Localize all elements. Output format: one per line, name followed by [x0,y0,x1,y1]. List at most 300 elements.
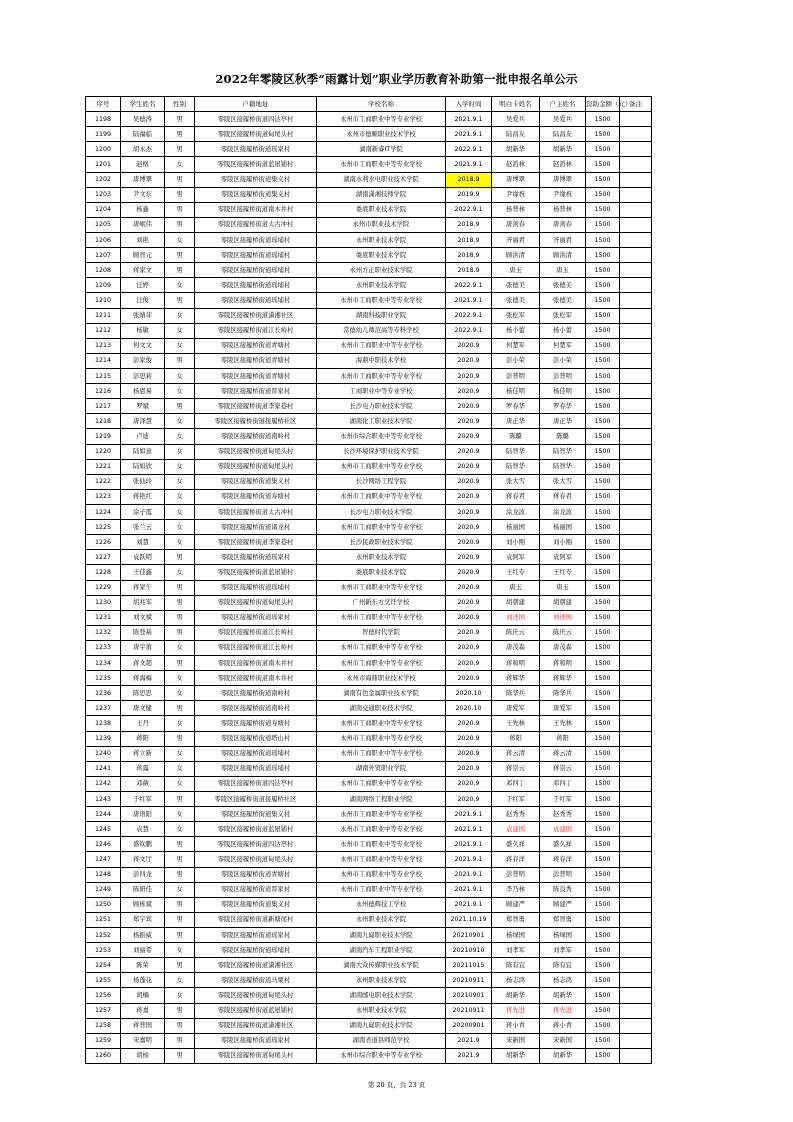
cell-card-name: 赵滔林 [492,157,540,172]
cell-school-name: 湖南交通职业技术学院 [317,701,446,716]
cell-school-name: 湖南科技职业学院 [317,308,446,323]
cell-remarks [620,640,652,655]
cell-enrollment-date: 2020.9 [446,489,492,504]
cell-remarks [620,489,652,504]
cell-amount: 1500 [586,988,620,1003]
cell-student-name: 张仙玲 [121,474,165,489]
cell-household-address: 零陵区接履桥街道瑶埔村 [195,263,317,278]
cell-gender: 女 [165,761,195,776]
cell-amount: 1500 [586,640,620,655]
cell-school-name: 湖南省道县师范学校 [317,1033,446,1048]
cell-household-head: 胡朝建 [540,595,586,610]
cell-household-address: 零陵区接履桥街道南木井村 [195,671,317,686]
cell-amount: 1500 [586,731,620,746]
cell-index: 1240 [86,746,121,761]
cell-card-name: 唐正华 [492,414,540,429]
cell-school-name: 永州市工商职业中等专业学校 [317,822,446,837]
cell-card-name: 何楚军 [492,338,540,353]
table-row [86,187,652,202]
cell-household-address: 零陵区接履桥街道甸尾头村 [195,444,317,459]
cell-card-name: 唐玉 [492,580,540,595]
cell-remarks [620,761,652,776]
cell-household-head: 唐茂森 [540,640,586,655]
cell-amount: 1500 [586,610,620,625]
cell-index: 1202 [86,172,121,187]
cell-remarks [620,716,652,731]
cell-amount: 1500 [586,595,620,610]
table-row [86,202,652,217]
cell-household-head: 蒋崇云 [540,761,586,776]
cell-index: 1203 [86,187,121,202]
cell-card-name: 蒋春君 [492,489,540,504]
table-row [86,232,652,247]
cell-student-name: 蒋家文 [121,263,165,278]
cell-household-address: 零陵区接履桥街道新塘尾村 [195,912,317,927]
cell-gender: 男 [165,142,195,157]
table-row [86,988,652,1003]
table-row [86,807,652,822]
cell-household-head: 刘小刚 [540,535,586,550]
cell-card-name: 顾建严 [492,897,540,912]
cell-enrollment-date: 2018.9 [446,172,492,187]
cell-card-name: 张德美 [492,278,540,293]
cell-school-name: 长沙民政职业技术学院 [317,535,446,550]
cell-student-name: 刘慧 [121,535,165,550]
cell-amount: 1500 [586,776,620,791]
cell-remarks [620,1018,652,1033]
page-footer: 第 20 页，共 23 页 [367,1081,426,1089]
cell-student-name: 蒋文厅 [121,852,165,867]
cell-gender: 男 [165,187,195,202]
cell-index: 1228 [86,565,121,580]
cell-remarks [620,1048,652,1063]
cell-student-name: 蒋露 [121,761,165,776]
cell-school-name: 娄底职业技术学院 [317,202,446,217]
cell-index: 1211 [86,308,121,323]
cell-gender: 男 [165,353,195,368]
cell-card-name: 张德美 [492,293,540,308]
table-row [86,1003,652,1018]
cell-enrollment-date: 2020.9 [446,671,492,686]
table-row [86,142,652,157]
cell-amount: 1500 [586,187,620,202]
cell-gender: 男 [165,263,195,278]
cell-index: 1259 [86,1033,121,1048]
cell-index: 1234 [86,656,121,671]
cell-household-head: 彭小荣 [540,353,586,368]
table-row [86,928,652,943]
cell-remarks [620,595,652,610]
cell-student-name: 赵格 [121,157,165,172]
cell-household-address: 零陵区接履桥街道南木井村 [195,656,317,671]
cell-household-address: 零陵区接履桥街道潇湘社区 [195,1018,317,1033]
col-header-student-name: 学生姓名 [121,97,165,112]
cell-student-name: 张婧菲 [121,308,165,323]
cell-amount: 1500 [586,248,620,263]
cell-gender: 女 [165,232,195,247]
table-row [86,943,652,958]
table-row [86,716,652,731]
table-row [86,852,652,867]
cell-student-name: 蒋普国 [121,1018,165,1033]
table-row [86,263,652,278]
cell-remarks [620,112,652,127]
col-header-school-name: 学校名称 [317,97,446,112]
cell-remarks [620,701,652,716]
cell-student-name: 陈妍佳 [121,882,165,897]
cell-student-name: 张兰云 [121,520,165,535]
cell-gender: 男 [165,731,195,746]
cell-amount: 1500 [586,686,620,701]
cell-household-head: 王红专 [540,565,586,580]
cell-index: 1219 [86,429,121,444]
cell-student-name: 杨敏 [121,323,165,338]
cell-household-address: 零陵区接履桥街道江长岭村 [195,323,317,338]
cell-amount: 1500 [586,353,620,368]
cell-household-head: 张德美 [540,278,586,293]
cell-household-address: 零陵区接履桥街道太古冲村 [195,504,317,519]
cell-household-address: 零陵区接履桥街道瑶埔村 [195,761,317,776]
table-row [86,822,652,837]
cell-household-head: 张德美 [540,293,586,308]
cell-school-name: 湖南九嶷职业技术学院 [317,1018,446,1033]
col-header-remarks: 备注 [620,97,652,112]
cell-amount: 1500 [586,278,620,293]
cell-index: 1242 [86,776,121,791]
cell-school-name: 永州职业技术学院 [317,232,446,247]
cell-amount: 1500 [586,580,620,595]
cell-household-head: 蒋小青 [540,1018,586,1033]
cell-enrollment-date: 2018.9 [446,248,492,263]
table-body [86,112,652,1064]
cell-household-head: 陈良秀 [540,882,586,897]
cell-card-name: 罗春华 [492,399,540,414]
table-row [86,429,652,444]
cell-household-head: 杨丽国 [540,520,586,535]
cell-amount: 1500 [586,444,620,459]
cell-student-name: 唐文健 [121,701,165,716]
cell-school-name: 永州市工商职业中等专业学校 [317,776,446,791]
cell-school-name: 永州市德顺职业技术学校 [317,127,446,142]
cell-remarks [620,625,652,640]
cell-index: 1247 [86,852,121,867]
table-header-row [86,97,652,112]
cell-gender: 女 [165,716,195,731]
cell-card-name: 蒋小青 [492,1018,540,1033]
cell-student-name: 尹文东 [121,187,165,202]
cell-card-name: 蒋阳 [492,731,540,746]
cell-index: 1256 [86,988,121,1003]
cell-enrollment-date: 2020.10 [446,686,492,701]
cell-amount: 1500 [586,232,620,247]
cell-enrollment-date: 2021.9.1 [446,293,492,308]
cell-remarks [620,610,652,625]
table-row [86,550,652,565]
cell-student-name: 袁慧 [121,822,165,837]
cell-remarks [620,127,652,142]
cell-gender: 女 [165,671,195,686]
cell-index: 1252 [86,928,121,943]
cell-household-address: 零陵区接履桥街道南岭村 [195,429,317,444]
cell-index: 1245 [86,822,121,837]
cell-gender: 女 [165,368,195,383]
cell-index: 1231 [86,610,121,625]
cell-amount: 1500 [586,368,620,383]
cell-student-name: 杨蓬花 [121,973,165,988]
cell-household-address: 零陵区接履桥街道南岭村 [195,701,317,716]
cell-household-head: 蒋先进 [540,1003,586,1018]
table-row [86,671,652,686]
cell-household-address: 零陵区接履桥街道瑶家村 [195,928,317,943]
cell-card-name: 唐博翠 [492,172,540,187]
cell-household-head: 陈庆云 [540,625,586,640]
cell-index: 1224 [86,504,121,519]
cell-card-name: 张松军 [492,308,540,323]
cell-gender: 男 [165,792,195,807]
cell-index: 1215 [86,368,121,383]
cell-enrollment-date: 2020.9 [446,444,492,459]
cell-index: 1260 [86,1048,121,1063]
cell-school-name: 湖南化工职业技术学院 [317,414,446,429]
cell-household-address: 零陵区接履桥街道江长岭村 [195,640,317,655]
cell-household-address: 零陵区接履桥街道瑶家村 [195,142,317,157]
cell-card-name: 顾洪清 [492,248,540,263]
table-row [86,112,652,127]
cell-gender: 男 [165,852,195,867]
cell-remarks [620,776,652,791]
cell-school-name: 永州市工商职业中等专业学校 [317,293,446,308]
cell-enrollment-date: 2021.9.1 [446,897,492,912]
cell-amount: 1500 [586,852,620,867]
cell-household-head: 顾建严 [540,897,586,912]
cell-household-address: 零陵区接履桥街道诸龙村 [195,520,317,535]
cell-remarks [620,202,652,217]
cell-amount: 1500 [586,293,620,308]
cell-enrollment-date: 2020.9 [446,520,492,535]
cell-school-name: 湖南大众传媒职业技术学院 [317,958,446,973]
cell-enrollment-date: 2020.9 [446,384,492,399]
cell-enrollment-date: 2022.9.1 [446,278,492,293]
cell-household-head: 杨小蕾 [540,323,586,338]
cell-student-name: 胡兆军 [121,595,165,610]
cell-enrollment-date: 2020.9 [446,761,492,776]
cell-household-address: 零陵区接履桥街道蓝屋铺村 [195,157,317,172]
cell-student-name: 蒋海梅 [121,671,165,686]
cell-school-name: 永州市综合职业中等专业学校 [317,1048,446,1063]
table-row [86,248,652,263]
cell-gender: 女 [165,973,195,988]
cell-enrollment-date: 2021.9.1 [446,127,492,142]
cell-enrollment-date: 2021.9.1 [446,807,492,822]
cell-index: 1243 [86,792,121,807]
cell-card-name: 刘述国 [492,610,540,625]
table-row [86,792,652,807]
cell-amount: 1500 [586,867,620,882]
cell-amount: 1500 [586,1033,620,1048]
cell-school-name: 湖南邮电职业技术学院 [317,988,446,1003]
cell-student-name: 宋嘉明 [121,1033,165,1048]
cell-enrollment-date: 2020.9 [446,399,492,414]
cell-gender: 男 [165,656,195,671]
cell-enrollment-date: 2020.9 [446,746,492,761]
cell-card-name: 邓四丁 [492,776,540,791]
cell-remarks [620,444,652,459]
cell-card-name: 胡朝建 [492,595,540,610]
cell-gender: 男 [165,1048,195,1063]
cell-household-head: 杨佳明 [540,384,586,399]
cell-index: 1206 [86,232,121,247]
cell-student-name: 于红军 [121,792,165,807]
cell-household-head: 顾洪清 [540,248,586,263]
cell-enrollment-date: 2021.9.1 [446,822,492,837]
cell-index: 1207 [86,248,121,263]
cell-card-name: 宋新国 [492,1033,540,1048]
cell-enrollment-date: 2021.9.1 [446,867,492,882]
cell-index: 1229 [86,580,121,595]
cell-card-name: 蒋和明 [492,656,540,671]
cell-gender: 女 [165,323,195,338]
cell-household-address: 零陵区接履桥街道李家巷村 [195,535,317,550]
cell-remarks [620,686,652,701]
cell-household-head: 邓四丁 [540,776,586,791]
cell-amount: 1500 [586,807,620,822]
cell-amount: 1500 [586,142,620,157]
cell-card-name: 彭小荣 [492,353,540,368]
table-row [86,912,652,927]
cell-school-name: 工商职业中等专业学校 [317,384,446,399]
cell-remarks [620,232,652,247]
cell-remarks [620,459,652,474]
cell-gender: 女 [165,474,195,489]
cell-remarks [620,882,652,897]
cell-remarks [620,867,652,882]
cell-index: 1210 [86,293,121,308]
cell-index: 1246 [86,837,121,852]
cell-card-name: 李乃林 [492,882,540,897]
cell-remarks [620,550,652,565]
col-header-gender: 性别 [165,97,195,112]
cell-enrollment-date: 2020.9 [446,595,492,610]
cell-student-name: 陆福临 [121,127,165,142]
cell-household-address: 零陵区接履桥街道晋家村 [195,384,317,399]
cell-index: 1205 [86,217,121,232]
cell-card-name: 陈有宜 [492,958,540,973]
cell-card-name: 赵秀秀 [492,807,540,822]
cell-household-head: 陆智华 [540,444,586,459]
cell-index: 1257 [86,1003,121,1018]
cell-gender: 女 [165,308,195,323]
cell-student-name: 蒋嘉 [121,1003,165,1018]
cell-household-address: 零陵区接履桥街道甸尾头村 [195,1048,317,1063]
cell-school-name: 永州市工商职业中等专业学校 [317,837,446,852]
cell-household-head: 吴爱兵 [540,112,586,127]
cell-card-name: 陆智华 [492,459,540,474]
cell-household-head: 唐正华 [540,414,586,429]
cell-student-name: 顾智元 [121,248,165,263]
cell-index: 1225 [86,520,121,535]
cell-remarks [620,142,652,157]
cell-card-name: 袁阿军 [492,550,540,565]
cell-school-name: 海鼎中职技术学校 [317,353,446,368]
cell-gender: 男 [165,1003,195,1018]
cell-school-name: 湖南网络工程职业学院 [317,792,446,807]
cell-enrollment-date: 20211015 [446,958,492,973]
cell-card-name: 尹缘祝 [492,187,540,202]
cell-remarks [620,897,652,912]
cell-household-head: 郑智勇 [540,912,586,927]
cell-amount: 1500 [586,535,620,550]
cell-card-name: 王先林 [492,716,540,731]
cell-school-name: 湖南九嶷职业技术学院 [317,928,446,943]
cell-remarks [620,157,652,172]
cell-index: 1220 [86,444,121,459]
cell-household-head: 蒋阳 [540,731,586,746]
cell-gender: 女 [165,776,195,791]
cell-gender: 女 [165,414,195,429]
cell-card-name: 杨丽国 [492,520,540,535]
cell-index: 1221 [86,459,121,474]
cell-household-address: 零陵区接履桥街道四达亭村 [195,112,317,127]
cell-amount: 1500 [586,928,620,943]
cell-index: 1249 [86,882,121,897]
cell-student-name: 汪婷 [121,278,165,293]
cell-gender: 女 [165,338,195,353]
cell-household-address: 零陵区接履桥街道寿塘村 [195,489,317,504]
cell-index: 1237 [86,701,121,716]
cell-remarks [620,731,652,746]
cell-gender: 女 [165,489,195,504]
cell-enrollment-date: 2020.9 [446,656,492,671]
cell-gender: 男 [165,127,195,142]
table-row [86,746,652,761]
cell-index: 1218 [86,414,121,429]
cell-amount: 1500 [586,504,620,519]
cell-card-name: 杨志鸿 [492,973,540,988]
cell-student-name: 唐博翠 [121,172,165,187]
cell-school-name: 永州市工商职业中等专业学校 [317,807,446,822]
cell-amount: 1500 [586,323,620,338]
cell-household-head: 蒋春君 [540,489,586,504]
cell-student-name: 陈登基 [121,625,165,640]
cell-household-address: 零陵区接履桥街道寿塘村 [195,716,317,731]
col-header-amount: 资助金额（元） [586,97,620,112]
col-header-card-name: 明白卡姓名 [492,97,540,112]
applicant-table [85,96,652,1064]
cell-household-address: 零陵区接履桥街道李家巷村 [195,399,317,414]
cell-enrollment-date: 2020.9 [446,610,492,625]
cell-school-name: 永州市工商职业中等专业学校 [317,656,446,671]
cell-school-name: 永州市工商职业中等专业学校 [317,882,446,897]
cell-card-name: 胡新华 [492,142,540,157]
cell-index: 1209 [86,278,121,293]
cell-student-name: 唐宇莆 [121,640,165,655]
cell-school-name: 永州市工商职业中等专业学校 [317,731,446,746]
cell-enrollment-date: 2020.9 [446,792,492,807]
cell-enrollment-date: 2020.9 [446,429,492,444]
cell-gender: 女 [165,278,195,293]
cell-gender: 女 [165,157,195,172]
cell-gender: 男 [165,1033,195,1048]
table-row [86,867,652,882]
table-row [86,353,652,368]
cell-enrollment-date: 2020.9 [446,776,492,791]
cell-remarks [620,293,652,308]
cell-enrollment-date: 2020.9 [446,535,492,550]
cell-gender: 女 [165,882,195,897]
cell-index: 1223 [86,489,121,504]
cell-amount: 1500 [586,1003,620,1018]
cell-amount: 1500 [586,1018,620,1033]
